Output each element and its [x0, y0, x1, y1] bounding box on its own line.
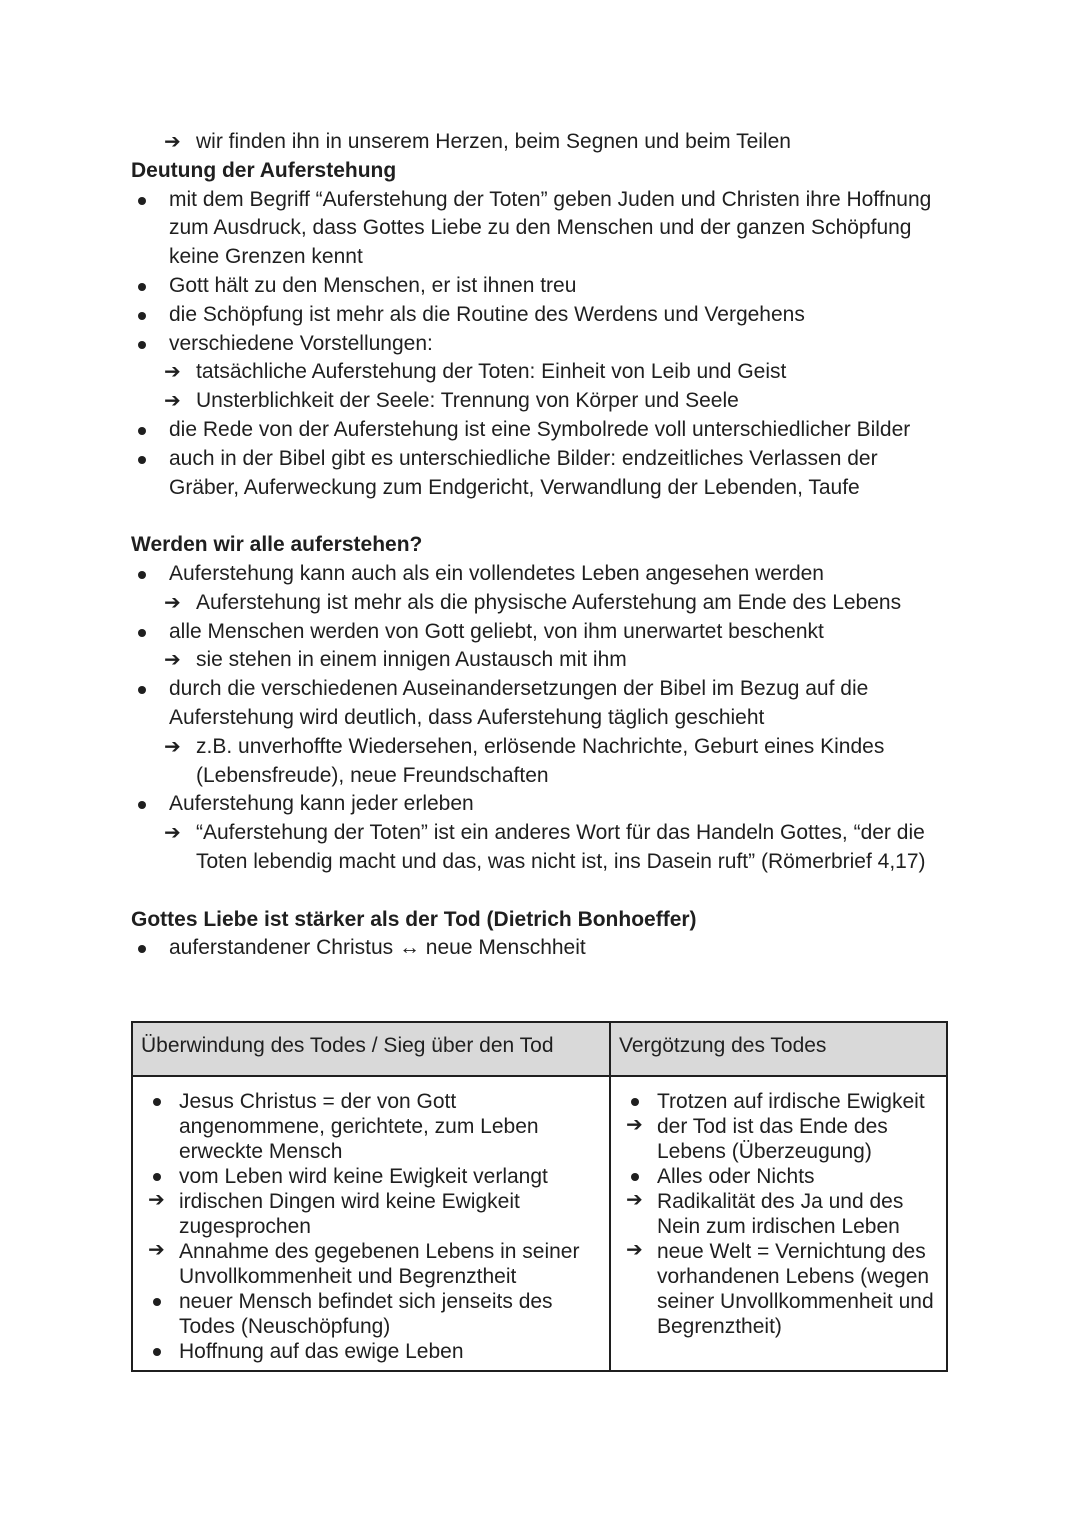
table-row: [132, 1076, 947, 1371]
bullet-text: auch in der Bibel gibt es unterschiedliche Bilder: endzeitliches Verlassen der Gräber, Auferweckung zum Endgericht, Verwandlung der Lebenden, Taufe: [169, 446, 878, 499]
bullet-icon: [138, 312, 146, 320]
arrow-icon: ➔: [164, 822, 181, 845]
table-header-right: Vergötzung des Todes: [610, 1022, 947, 1076]
bullet-item: [131, 416, 951, 445]
cell-item-text: Jesus Christus = der von Gott angenommene, gerichtete, zum Leben erweckte Mensch: [179, 1090, 539, 1163]
arrow-icon: ➔: [626, 1114, 643, 1136]
cell-item: [141, 1239, 601, 1289]
section-heading-deutung: Deutung der Auferstehung: [131, 158, 397, 182]
arrow-icon: ➔: [164, 649, 181, 672]
bullet-item: [131, 330, 951, 359]
cell-item: [619, 1189, 938, 1239]
bullet-text: mit dem Begriff “Auferstehung der Toten” geben Juden und Christen ihre Hoffnung zum Ausdruck, dass Gottes Liebe zu den Menschen und der ganzen Schöpfung keine Grenzen kennt: [169, 187, 932, 269]
cell-item: [619, 1164, 938, 1189]
bullet-text: durch die verschiedenen Auseinandersetzungen der Bibel im Bezug auf die Auferstehung wird deutlich, dass Auferstehung täglich geschieht: [169, 677, 869, 729]
arrow-text: sie stehen in einem innigen Austausch mit ihm: [196, 648, 627, 672]
bullet-icon: [138, 341, 146, 349]
cell-item-text: der Tod ist das Ende des Lebens (Überzeugung): [657, 1115, 888, 1163]
arrow-text: tatsächliche Auferstehung der Toten: Einheit von Leib und Geist: [196, 360, 787, 384]
section-heading-werden: Werden wir alle auferstehen?: [131, 533, 423, 557]
arrow-icon: ➔: [626, 1239, 643, 1261]
bullet-icon: [138, 571, 146, 579]
cell-item-text: neuer Mensch befindet sich jenseits des Todes (Neuschöpfung): [179, 1290, 553, 1338]
cell-item: [141, 1164, 601, 1189]
arrow-text: z.B. unverhoffte Wiedersehen, erlösende Nachrichte, Geburt eines Kindes (Lebensfreude), neue Freundschaften: [196, 734, 885, 787]
cell-item-text: Trotzen auf irdische Ewigkeit: [657, 1090, 925, 1113]
bullet-text: Auferstehung kann auch als ein vollendetes Leben angesehen werden: [169, 561, 824, 585]
bullet-icon: [153, 1173, 161, 1181]
bullet-icon: [153, 1098, 161, 1106]
notes-page: [131, 128, 951, 963]
bullet-icon: [153, 1298, 161, 1306]
arrow-item: [131, 733, 951, 791]
bullet-icon: [138, 197, 146, 205]
bullet-icon: [138, 456, 146, 464]
cell-item-text: Hoffnung auf das ewige Leben: [179, 1340, 464, 1363]
section-heading-gottes: Gottes Liebe ist stärker als der Tod (Dietrich Bonhoeffer): [131, 907, 697, 931]
bullet-icon: [153, 1348, 161, 1356]
arrow-icon: ➔: [164, 361, 181, 384]
arrow-item: [131, 128, 951, 157]
arrow-icon: ➔: [164, 591, 181, 614]
bullet-item: [131, 560, 951, 589]
arrow-icon: ➔: [164, 131, 181, 153]
cell-item-text: vom Leben wird keine Ewigkeit verlangt: [179, 1165, 548, 1188]
arrow-item: [131, 589, 951, 618]
bullet-icon: [138, 629, 146, 637]
cell-item-text: irdischen Dingen wird keine Ewigkeit zugesprochen: [179, 1190, 520, 1238]
cell-item: [141, 1339, 601, 1364]
arrow-item: [131, 358, 951, 387]
bullet-text: Gott hält zu den Menschen, er ist ihnen treu: [169, 273, 577, 297]
arrow-text: “Auferstehung der Toten” ist ein anderes Wort für das Handeln Gottes, “der die Toten lebendig macht und das, was nicht ist, ins Dasein ruft” (Römerbrief 4,17): [196, 821, 926, 873]
cell-item: [619, 1089, 938, 1114]
table-header-left: Überwindung des Todes / Sieg über den Tod: [132, 1022, 610, 1076]
bullet-item: [131, 790, 951, 819]
bullet-icon: [138, 283, 146, 291]
bullet-icon: [138, 427, 146, 435]
table-cell-left: [132, 1076, 610, 1371]
arrow-icon: ➔: [148, 1189, 165, 1211]
cell-item: [619, 1239, 938, 1339]
cell-item: [141, 1089, 601, 1164]
bullet-icon: [138, 801, 146, 809]
comparison-table: [131, 1021, 948, 1372]
cell-item-text: Radikalität des Ja und des Nein zum irdischen Leben: [657, 1190, 904, 1238]
cell-item-text: Annahme des gegebenen Lebens in seiner Unvollkommenheit und Begrenztheit: [179, 1240, 580, 1288]
bullet-text: Auferstehung kann jeder erleben: [169, 792, 474, 816]
bullet-text: alle Menschen werden von Gott geliebt, von ihm unerwartet beschenkt: [169, 619, 824, 643]
bullet-item: [131, 618, 951, 647]
bullet-item: [131, 934, 951, 963]
cell-item-text: Alles oder Nichts: [657, 1165, 815, 1188]
bullet-text: die Schöpfung ist mehr als die Routine des Werdens und Vergehens: [169, 302, 805, 326]
bullet-text: auferstandener Christus ↔ neue Menschheit: [169, 936, 586, 960]
arrow-icon: ➔: [164, 390, 181, 413]
bullet-text: die Rede von der Auferstehung ist eine Symbolrede voll unterschiedlicher Bilder: [169, 417, 911, 441]
table-header-row: [132, 1022, 947, 1076]
bullet-text: verschiedene Vorstellungen:: [169, 331, 433, 355]
bullet-icon: [138, 686, 146, 694]
arrow-item: [131, 819, 951, 877]
bullet-icon: [631, 1173, 639, 1181]
bullet-item: [131, 272, 951, 301]
cell-item: [141, 1189, 601, 1239]
bullet-item: [131, 301, 951, 330]
table-cell-right: [610, 1076, 947, 1371]
arrow-text: Auferstehung ist mehr als die physische Auferstehung am Ende des Lebens: [196, 590, 902, 614]
bullet-item: [131, 186, 951, 272]
bullet-item: [131, 445, 951, 503]
cell-item: [619, 1114, 938, 1164]
arrow-icon: ➔: [626, 1189, 643, 1211]
arrow-icon: ➔: [164, 735, 181, 758]
cell-item-text: neue Welt = Vernichtung des vorhandenen Lebens (wegen seiner Unvollkommenheit und Begrenztheit): [657, 1240, 934, 1338]
arrow-item: [131, 387, 951, 416]
arrow-item: [131, 646, 951, 675]
bullet-icon: [631, 1098, 639, 1106]
bullet-icon: [138, 945, 146, 953]
bullet-item: [131, 675, 951, 733]
cell-item: [141, 1289, 601, 1339]
arrow-text: Unsterblichkeit der Seele: Trennung von Körper und Seele: [196, 389, 739, 413]
arrow-icon: ➔: [148, 1239, 165, 1261]
intro-text: wir finden ihn in unserem Herzen, beim Segnen und beim Teilen: [196, 130, 791, 153]
